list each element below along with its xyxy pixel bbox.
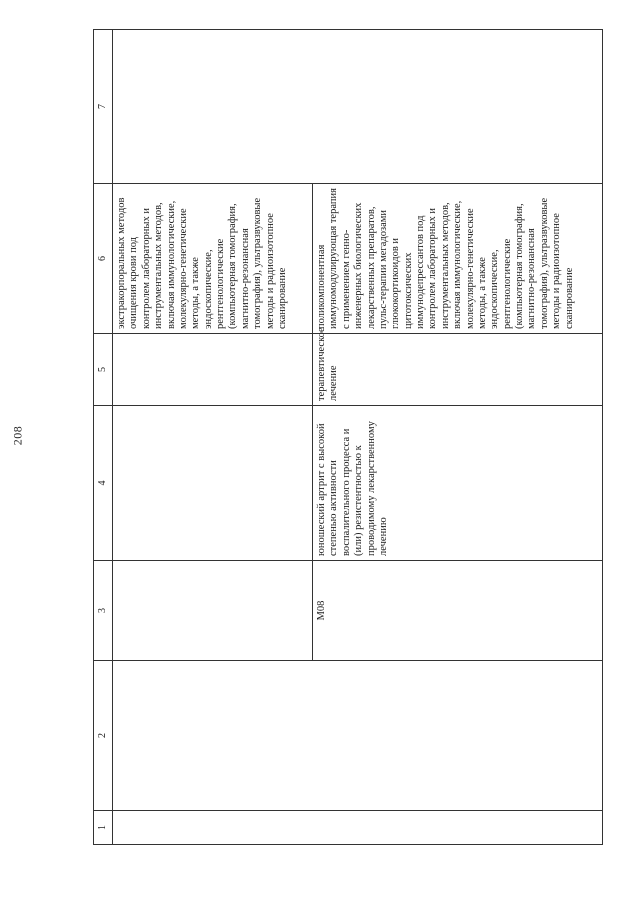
treatment-method: поликомпонентная иммуномодулирующая терапия с применением генно-инженерных биологических лекарственных препаратов, пульс-терапии мегадозами глюкокортикоидов и цитотоксических иммунодепрессантов под контролем лабораторных и инструментальных методов, включая иммунологические, молекулярно-генетические методы, а также эндоскопические, рентгенологические (компьютерная томография, магнитно-резонансная томография), ультразвуковые методы и радиоизотопное сканирование xyxy=(313,184,603,334)
treatment-type: терапевтическое лечение xyxy=(313,334,603,406)
page-number: 208 xyxy=(10,425,25,446)
rotated-table-wrapper xyxy=(93,30,603,845)
header-col-1: 1 xyxy=(94,811,113,845)
table-row-continuation xyxy=(113,30,313,845)
header-row xyxy=(94,30,113,845)
header-col-3: 3 xyxy=(94,561,113,661)
header-col-6: 6 xyxy=(94,184,113,334)
cell-col-7 xyxy=(113,30,603,184)
procedures-table xyxy=(93,29,603,845)
header-col-2: 2 xyxy=(94,661,113,811)
method-continuation: экстракорпоральных методов очищения крови под контролем лабораторных и инструментальных методов, включая иммунологические, молекулярно-генетические методы, а также эндоскопические, рентгенологические (компьютерная томография, магнитно-резонансная томография), ультразвуковые методы и радиоизотопное сканирование xyxy=(113,184,313,334)
cell-col-2 xyxy=(113,661,603,811)
cell-col-4-cont xyxy=(113,406,313,561)
cell-col-5-cont xyxy=(113,334,313,406)
header-col-5: 5 xyxy=(94,334,113,406)
rotated-table-frame xyxy=(93,30,603,845)
code-m08: М08 xyxy=(313,561,603,661)
cell-col-1 xyxy=(113,811,603,845)
header-col-4: 4 xyxy=(94,406,113,561)
patient-model: юношеский артрит с высокой степенью активности воспалительного процесса и (или) резистентностью к проводимому лекарственному лечению xyxy=(313,406,603,561)
header-col-7: 7 xyxy=(94,30,113,184)
cell-col-3-cont xyxy=(113,561,313,661)
